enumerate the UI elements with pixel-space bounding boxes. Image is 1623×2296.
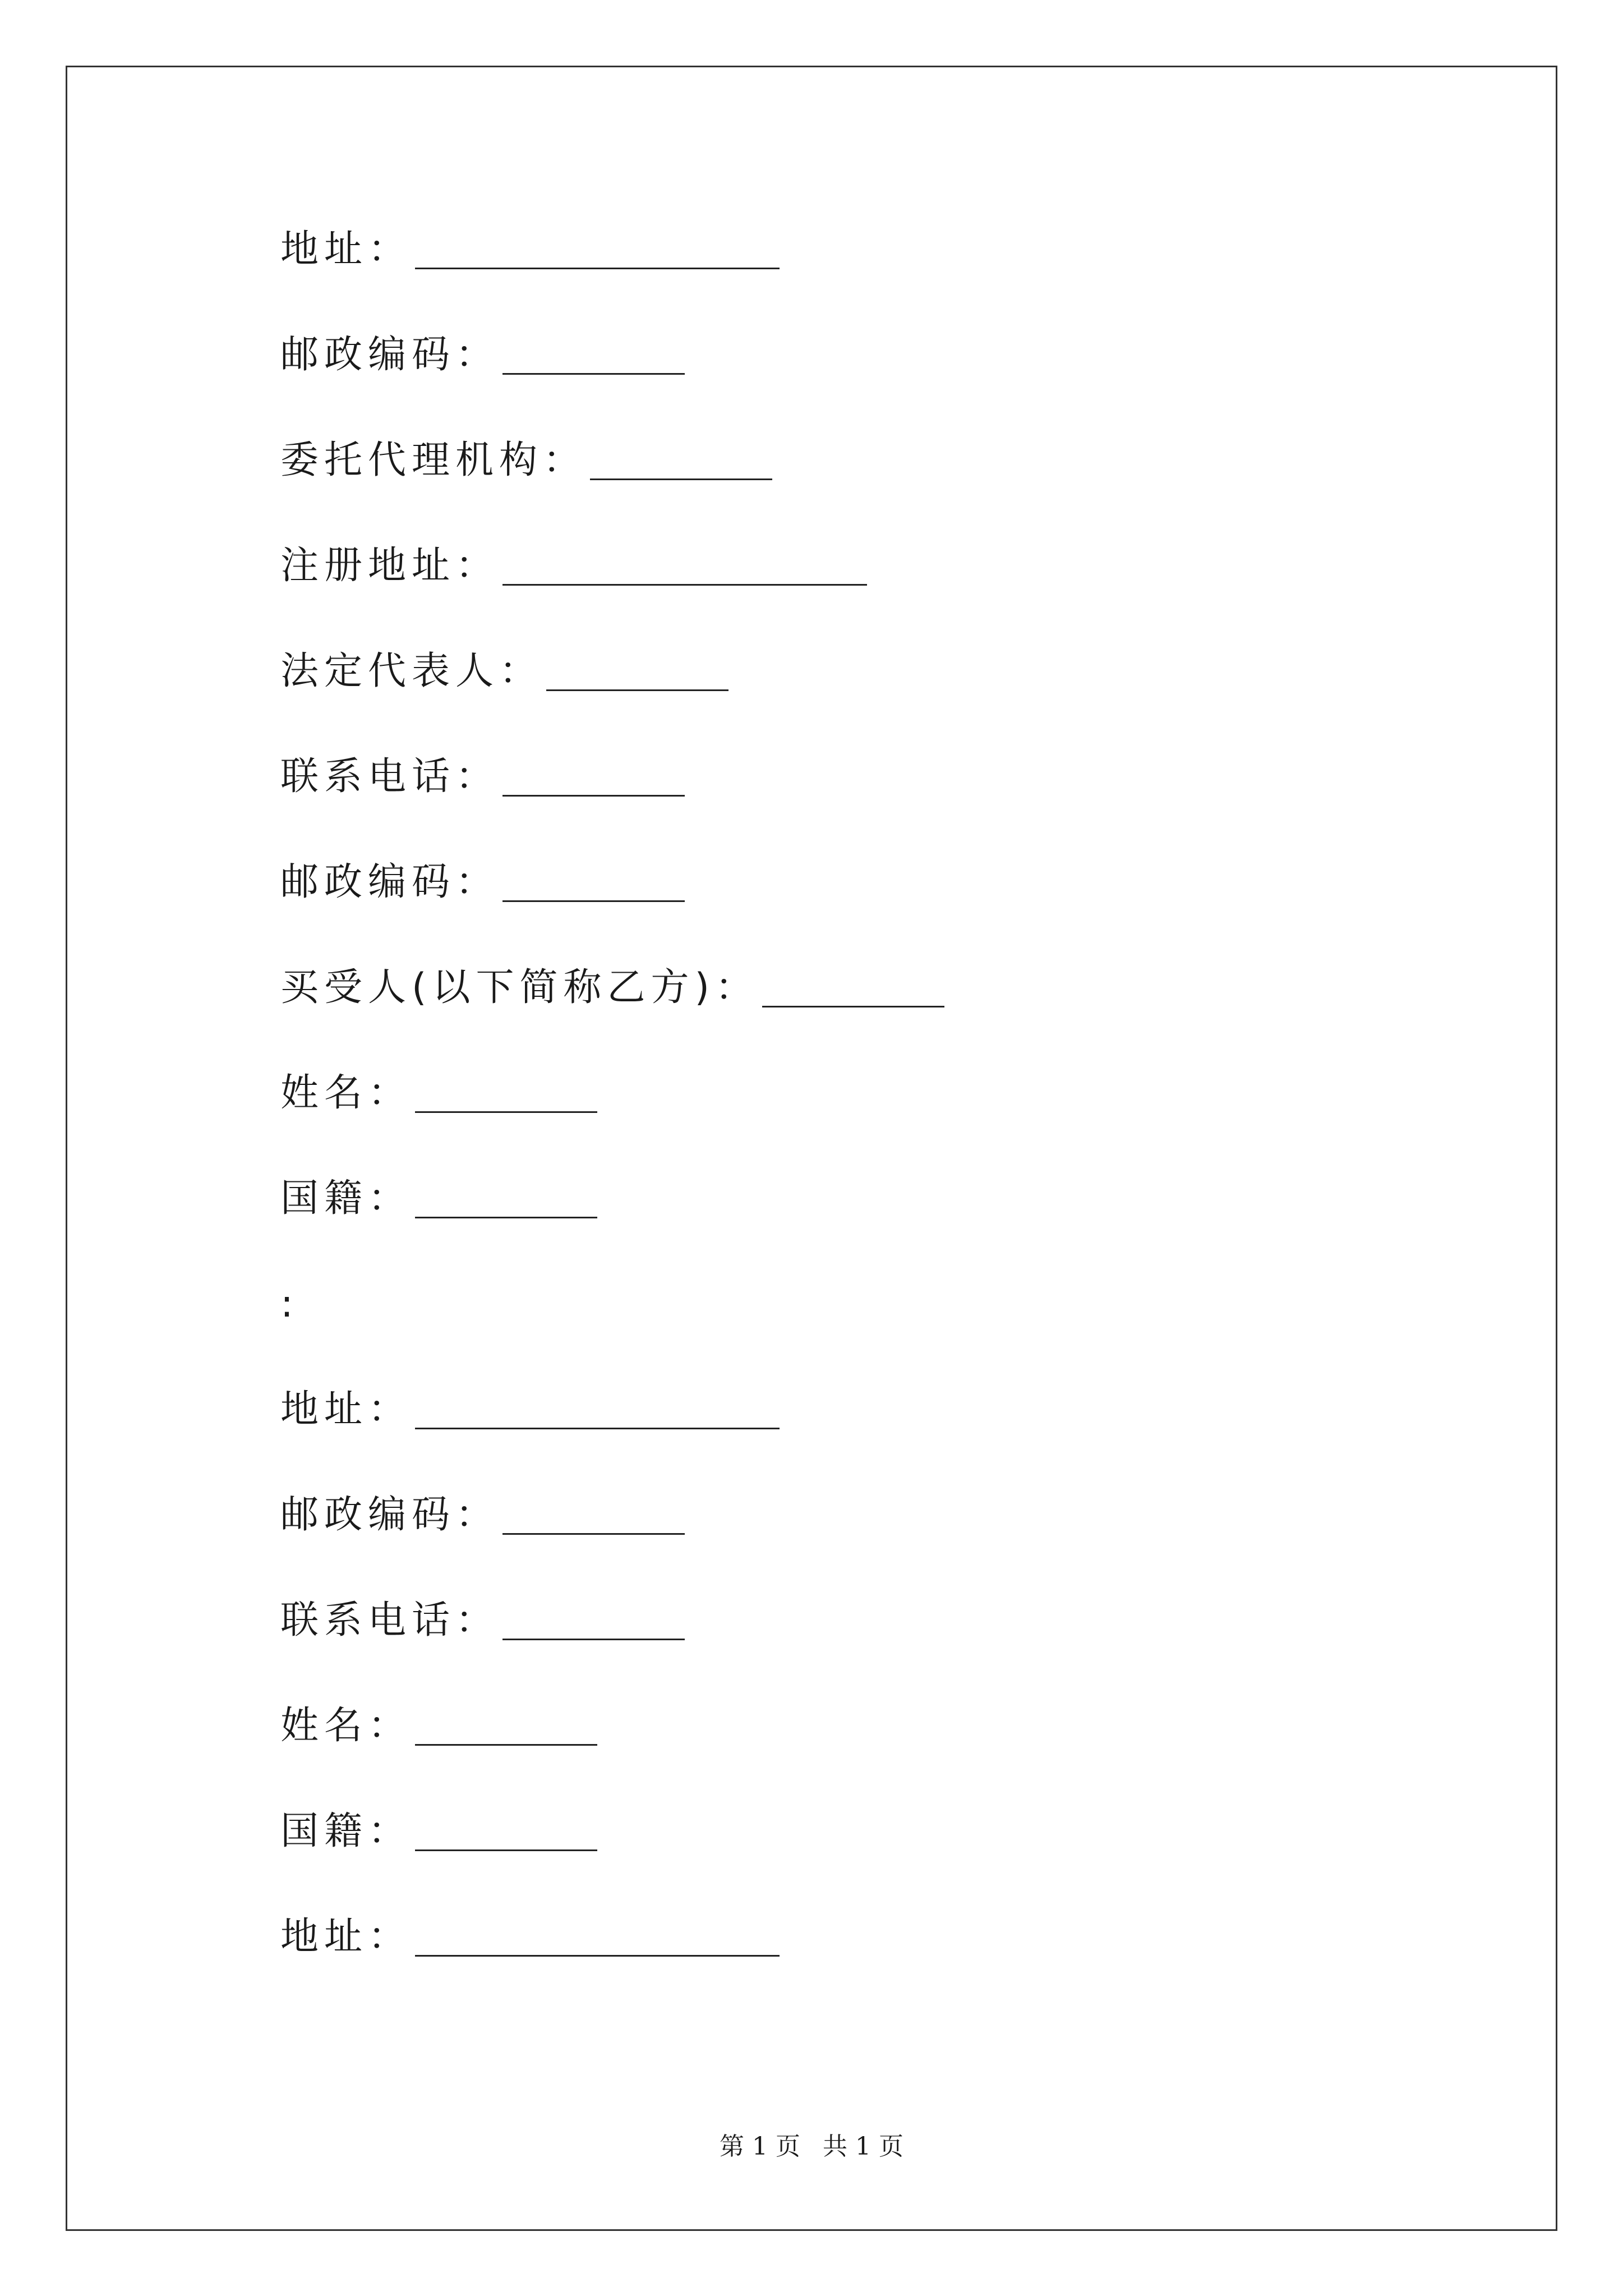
fill-in-blank[interactable] [502,756,685,797]
field-label: : [280,1282,299,1326]
field-label: 国籍： [280,1809,412,1853]
field-registered-address [280,530,867,591]
fill-in-blank[interactable] [502,1599,685,1640]
field-label: 国籍： [280,1176,412,1221]
page-number-total: 共 1 页 [823,2132,903,2161]
field-label: 委托代理机构： [280,438,587,482]
fill-in-blank[interactable] [415,1810,597,1851]
field-nationality [280,1162,597,1224]
field-address [280,213,780,275]
stray-colon [280,1268,299,1329]
field-phone [280,740,685,802]
field-label: 联系电话： [280,1598,500,1642]
field-address [280,1373,780,1435]
field-phone [280,1584,685,1646]
fill-in-blank[interactable] [590,439,772,480]
field-label: 买受人(以下简称乙方)： [280,965,759,1010]
field-address [280,1901,780,1962]
form-fields [280,0,1514,2296]
fill-in-blank[interactable] [502,1494,685,1535]
field-buyer [280,951,944,1013]
field-label: 注册地址： [280,544,500,588]
field-name [280,1057,597,1119]
fill-in-blank[interactable] [502,334,685,375]
field-label: 姓名： [280,1071,412,1115]
field-label: 法定代表人： [280,649,543,693]
field-label: 地址： [280,1387,412,1432]
field-label: 姓名： [280,1704,412,1748]
fill-in-blank[interactable] [415,1388,780,1429]
field-nationality [280,1795,597,1857]
field-name [280,1690,597,1751]
fill-in-blank[interactable] [546,650,728,691]
field-label: 地址： [280,227,412,272]
field-label: 邮政编码： [280,333,500,377]
field-label: 邮政编码： [280,860,500,904]
page-footer [0,2126,1623,2162]
field-postal-code [280,846,685,908]
field-postal-code [280,1479,685,1540]
fill-in-blank[interactable] [415,1177,597,1218]
fill-in-blank[interactable] [762,967,944,1007]
field-legal-representative [280,635,728,697]
page-number-current: 第 1 页 [720,2132,800,2161]
field-agency [280,424,772,486]
fill-in-blank[interactable] [415,1072,597,1113]
fill-in-blank[interactable] [415,228,780,269]
fill-in-blank[interactable] [415,1705,597,1746]
field-label: 地址： [280,1915,412,1959]
fill-in-blank[interactable] [415,1916,780,1957]
field-label: 联系电话： [280,754,500,799]
fill-in-blank[interactable] [502,545,867,586]
field-label: 邮政编码： [280,1493,500,1537]
fill-in-blank[interactable] [502,861,685,902]
field-postal-code [280,319,685,380]
